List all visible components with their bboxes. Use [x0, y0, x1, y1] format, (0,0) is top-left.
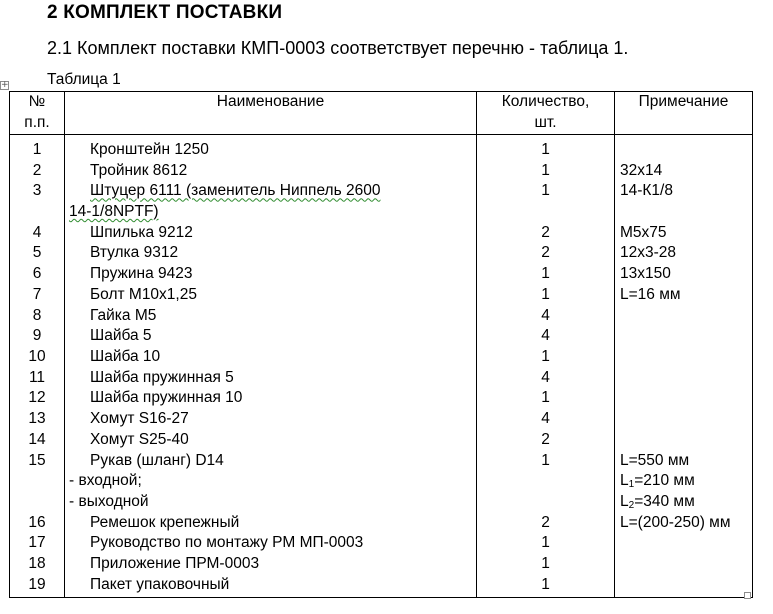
table-resize-handle-icon[interactable] — [744, 592, 751, 599]
row-note-outlet — [620, 492, 752, 513]
row-name — [65, 135, 477, 161]
row-name — [65, 533, 477, 554]
row-num: 8 — [10, 306, 65, 327]
table-caption: Таблица 1 — [47, 71, 121, 88]
row-note: L=(200-250) мм — [615, 513, 753, 534]
row-name — [65, 575, 477, 598]
table-row — [10, 264, 753, 285]
table-row — [10, 513, 753, 534]
row-num: 10 — [10, 347, 65, 368]
row-name — [65, 368, 477, 389]
row-name — [65, 161, 477, 182]
row-num: 18 — [10, 554, 65, 575]
col-header-qty — [477, 92, 615, 135]
row-note — [615, 554, 753, 575]
row-num: 13 — [10, 409, 65, 430]
row-name-text-line2 — [69, 202, 476, 223]
row-num: 19 — [10, 575, 65, 598]
row-name-text: Пружина 9423 — [90, 265, 193, 283]
row-name-text: Ремешок крепежный — [90, 513, 240, 531]
row-note — [615, 409, 753, 430]
table-row — [10, 388, 753, 409]
table-row — [10, 409, 753, 430]
row-name-text: Болт М10х1,25 — [90, 285, 197, 303]
table-row — [10, 243, 753, 264]
row-num: 17 — [10, 533, 65, 554]
row-name — [65, 347, 477, 368]
row-note — [615, 326, 753, 347]
row-name — [65, 181, 477, 222]
row-name-text: Шайба 5 — [90, 327, 152, 345]
row-note — [615, 451, 753, 513]
row-name-text: Шайба пружинная 5 — [90, 368, 234, 386]
col-header-num — [10, 92, 65, 135]
row-num: 14 — [10, 430, 65, 451]
row-qty: 1 — [477, 264, 615, 285]
row-name-text-line1 — [69, 181, 476, 202]
row-name-text: Руководство по монтажу РМ МП-0003 — [90, 534, 364, 552]
row-name — [65, 243, 477, 264]
row-qty: 2 — [477, 513, 615, 534]
row-qty: 2 — [477, 223, 615, 244]
section-heading: 2 КОМПЛЕКТ ПОСТАВКИ — [47, 2, 283, 23]
row-num: 5 — [10, 243, 65, 264]
row-num: 3 — [10, 181, 65, 222]
row-note — [615, 347, 753, 368]
row-name-text: Хомут S25-40 — [90, 430, 189, 448]
row-qty: 4 — [477, 306, 615, 327]
row-note: 12х3-28 — [615, 243, 753, 264]
row-qty: 1 — [477, 533, 615, 554]
row-note-inlet — [620, 471, 752, 492]
row-qty: 1 — [477, 285, 615, 306]
table-header-row — [10, 92, 753, 135]
row-note — [615, 368, 753, 389]
table-row — [10, 368, 753, 389]
row-qty: 4 — [477, 326, 615, 347]
delivery-set-table — [9, 91, 753, 598]
table-row — [10, 575, 753, 598]
row-name — [65, 451, 477, 513]
row-name-text: Шпилька 9212 — [90, 223, 193, 241]
row-qty: 1 — [477, 161, 615, 182]
row-note: М5х75 — [615, 223, 753, 244]
table-row — [10, 306, 753, 327]
row-name-text: Приложение ПРМ-0003 — [90, 554, 260, 572]
row-num: 1 — [10, 135, 65, 161]
row-name-text: Хомут S16-27 — [90, 410, 189, 428]
note-outlet-prefix: L — [620, 492, 629, 510]
row-name-sub-outlet: - выходной — [69, 492, 149, 510]
table-row — [10, 451, 753, 513]
row-note: 32х14 — [615, 161, 753, 182]
row-qty: 1 — [477, 451, 615, 513]
row-name — [65, 326, 477, 347]
spellcheck-underlined-text: 14-1/8NPTF) — [69, 203, 159, 221]
row-name-text: Рукав (шланг) D14 — [90, 451, 224, 469]
row-note-main: L=550 мм — [620, 451, 690, 469]
row-num: 7 — [10, 285, 65, 306]
intro-paragraph: 2.1 Комплект поставки КМП-0003 соответствует перечню - таблица 1. — [47, 38, 629, 58]
table-row — [10, 326, 753, 347]
table-row — [10, 285, 753, 306]
note-inlet-suffix: =210 мм — [634, 472, 695, 490]
row-note — [615, 575, 753, 598]
table-row — [10, 135, 753, 161]
row-name-text: Гайка М5 — [90, 306, 157, 324]
row-num: 12 — [10, 388, 65, 409]
row-note: L=16 мм — [615, 285, 753, 306]
table-row — [10, 430, 753, 451]
row-note: 14-К1/8 — [615, 181, 753, 222]
row-name — [65, 223, 477, 244]
table-row — [10, 347, 753, 368]
row-note — [615, 306, 753, 327]
row-qty: 1 — [477, 181, 615, 222]
row-note — [615, 135, 753, 161]
row-num: 16 — [10, 513, 65, 534]
row-name-text: Втулка 9312 — [90, 244, 179, 262]
table-row — [10, 181, 753, 222]
row-name — [65, 306, 477, 327]
col-header-num-line1: № — [28, 93, 46, 110]
table-row — [10, 533, 753, 554]
note-outlet-suffix: =340 мм — [634, 492, 695, 510]
row-name — [65, 285, 477, 306]
row-note: 13х150 — [615, 264, 753, 285]
row-note — [615, 533, 753, 554]
row-name-text: Кронштейн 1250 — [90, 141, 209, 158]
col-header-name-label: Наименование — [216, 93, 325, 110]
row-qty: 1 — [477, 135, 615, 161]
col-header-qty-line2: шт. — [534, 113, 557, 131]
row-name-text: Шайба пружинная 10 — [90, 389, 243, 407]
row-name — [65, 513, 477, 534]
table-row — [10, 161, 753, 182]
row-note — [615, 430, 753, 451]
row-num: 9 — [10, 326, 65, 347]
note-inlet-prefix: L — [620, 472, 629, 490]
row-num: 2 — [10, 161, 65, 182]
col-header-qty-line1: Количество, — [501, 93, 590, 110]
row-name-text: Пакет упаковочный — [90, 575, 230, 593]
col-header-note — [615, 92, 753, 135]
row-qty: 1 — [477, 554, 615, 575]
row-num: 11 — [10, 368, 65, 389]
col-header-num-line2: п.п. — [24, 113, 50, 131]
table-move-handle-icon[interactable]: + — [1, 80, 9, 90]
row-note — [615, 388, 753, 409]
row-qty: 2 — [477, 243, 615, 264]
row-qty: 1 — [477, 347, 615, 368]
row-name — [65, 264, 477, 285]
row-qty: 1 — [477, 388, 615, 409]
row-qty: 4 — [477, 409, 615, 430]
table-row — [10, 554, 753, 575]
row-num: 4 — [10, 223, 65, 244]
row-qty: 4 — [477, 368, 615, 389]
row-name — [65, 430, 477, 451]
row-name-sub-inlet: - входной; — [69, 472, 142, 490]
note-inlet-subscript: 1 — [628, 479, 635, 491]
spellcheck-underlined-text: Штуцер 6111 (заменитель Ниппель 2600 — [90, 182, 381, 200]
row-name-text: Шайба 10 — [90, 348, 161, 365]
col-header-name — [65, 92, 477, 135]
row-name — [65, 388, 477, 409]
row-name — [65, 409, 477, 430]
row-qty: 1 — [477, 575, 615, 598]
row-name — [65, 554, 477, 575]
note-outlet-subscript: 2 — [628, 499, 635, 511]
row-name-text: Тройник 8612 — [90, 161, 188, 179]
table-row — [10, 223, 753, 244]
col-header-note-label: Примечание — [638, 93, 729, 110]
row-num: 6 — [10, 264, 65, 285]
row-qty: 2 — [477, 430, 615, 451]
row-num: 15 — [10, 451, 65, 513]
